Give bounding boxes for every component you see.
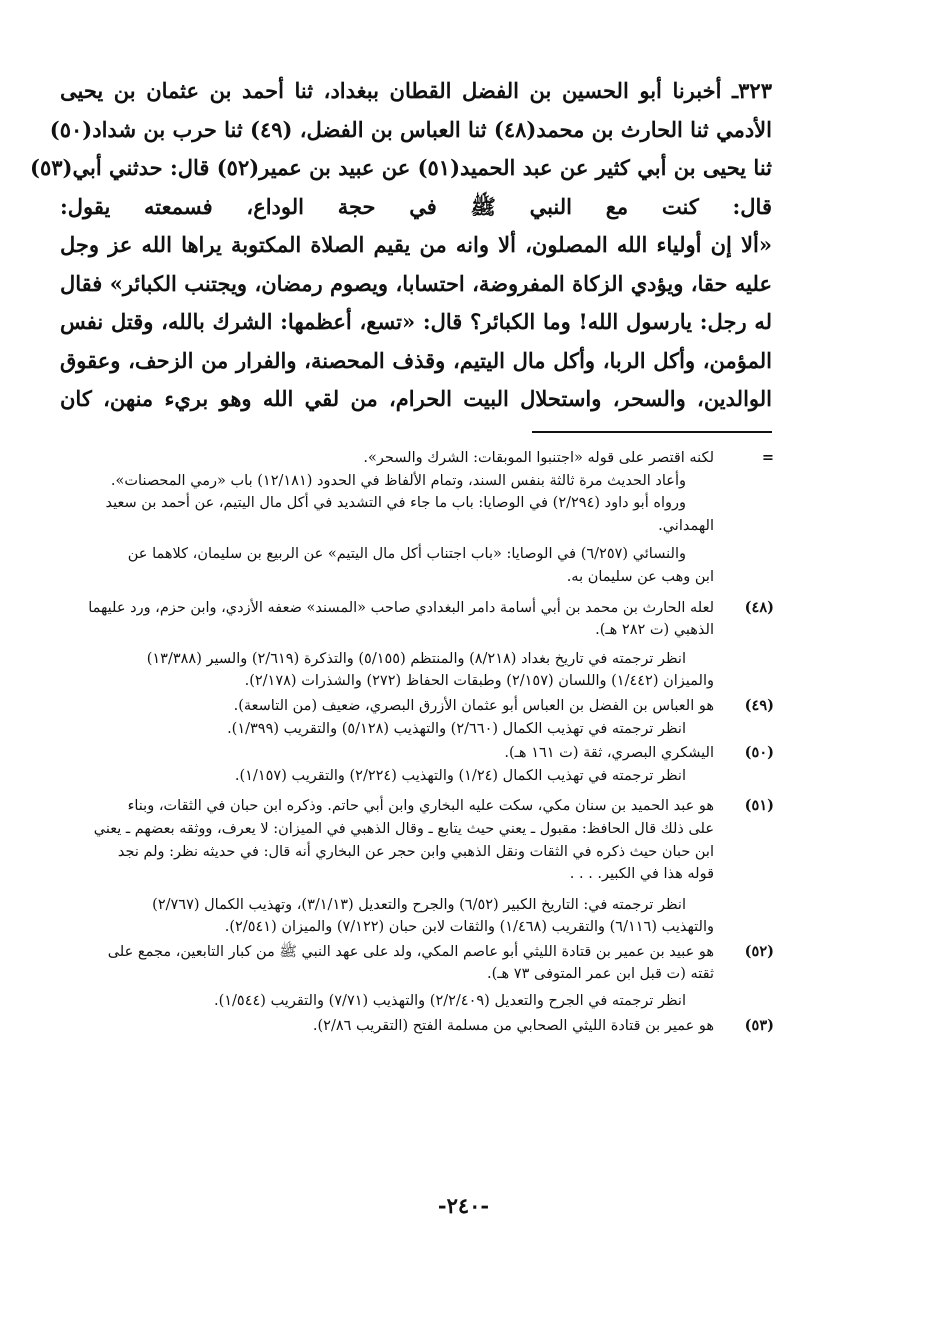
footnote-line: والتهذيب (٦/١١٦) والتقريب (١/٤٦٨) والثقات لابن حبان (٧/١٢٢) والميزان (٢/٥٤١). <box>224 919 714 936</box>
footnote-line: قوله هذا في الكبير. . . . <box>569 866 714 883</box>
footnote-number: (٤٩) <box>744 696 774 714</box>
text-line: «ألا إن أولياء الله المصلون، ألا وانه من يقيم الصلاة المكتوبة يراها الله عز وجل <box>60 232 772 257</box>
footnote-50 <box>64 742 774 787</box>
text-line: عليه حقا، ويؤدي الزكاة المفروضة، احتسابا، ويصوم رمضان، ويجتنب الكبائر» فقال <box>60 270 772 296</box>
footnote-continued <box>64 447 774 589</box>
text-line: له رجل: يارسول الله! وما الكبائر؟ قال: «تسع، أعظمها: الشرك بالله، وقتل نفس <box>60 309 772 334</box>
footnote-line: والنسائي (٦/٢٥٧) في الوصايا: «باب اجتناب أكل مال اليتيم» عن الربيع بن سليمان، كلاهما عن <box>127 546 686 563</box>
footnote-number: (٤٨) <box>744 598 774 616</box>
footnote-51 <box>64 795 774 939</box>
text-line: الوالدين، والسحر، واستحلال البيت الحرام، من لقي الله وهو بريء منهن، كان <box>60 386 772 411</box>
footnote-line: الذهبي (ت ٢٨٢ هـ). <box>595 622 714 639</box>
footnote-number: (٥٢) <box>744 942 774 960</box>
footnotes <box>64 447 774 1037</box>
footnote-line: هو عبد الحميد بن سنان مكي، سكت عليه البخاري وابن أبي حاتم. وذكره ابن حبان في الثقات، وبناء <box>127 798 714 815</box>
footnote-line: الهمداني. <box>658 517 714 534</box>
footnote-number: = <box>761 449 774 466</box>
footnote-49 <box>64 695 774 740</box>
footnote-line: اليشكري البصري، ثقة (ت ١٦١ هـ). <box>504 745 714 762</box>
footnote-number: (٥٠) <box>744 744 774 762</box>
footnote-line: هو العباس بن الفضل بن العباس أبو عثمان الأزرق البصري، ضعيف (من التاسعة). <box>233 697 714 714</box>
footnote-number: (٥١) <box>744 797 774 815</box>
footnote-line: ورواه أبو داود (٢/٢٩٤) في الوصايا: باب ما جاء في التشديد في أكل مال اليتيم، عن أحمد بن سعيد <box>105 495 686 512</box>
footnote-line: انظر ترجمته في: التاريخ الكبير (٦/٥٢) والجرح والتعديل (٣/١/١٣)، وتهذيب الكمال (٢/٧٦٧) <box>152 896 686 913</box>
footnote-line: ثقته (ت قبل ابن عمر المتوفى ٧٣ هـ). <box>487 966 714 983</box>
footnote-line: ابن وهب عن سليمان به. <box>566 568 714 585</box>
footnote-53 <box>64 1015 774 1038</box>
page-number: -٢٤٠- <box>437 1193 490 1218</box>
footnote-separator <box>532 431 772 433</box>
footnote-line: على ذلك قال الحافظ: مقبول ـ يعني حيث يتابع ـ وقال الذهبي في الميزان: لا يعرف، ووثقه بعضهم ـ يعني <box>93 820 714 837</box>
text-line: ثنا يحيى بن أبي كثير عن عبد الحميد(٥١) عن عبيد بن عمير(٥٢) قال: حدثني أبي(٥٣) <box>30 155 772 180</box>
hadith-text <box>30 72 772 419</box>
footnote-line: هو عمير بن قتادة الليثي الصحابي من مسلمة الفتح (التقريب ٢/٨٦). <box>312 1017 714 1034</box>
footnote-line: وأعاد الحديث مرة ثالثة بنفس السند، وتمام الألفاظ في الحدود (١٢/١٨١) باب «رمي المحصنات». <box>110 472 686 489</box>
footnote-line: لعله الحارث بن محمد بن أبي أسامة دامر البغدادي صاحب «المسند» ضعفه الأزدي، وابن حزم، ورد عليهما <box>88 599 714 616</box>
footnote-line: انظر ترجمته في تهذيب الكمال (١/٢٤) والتهذيب (٢/٢٢٤) والتقريب (١/١٥٧). <box>234 767 686 784</box>
text-line: ٣٢٣ـ أخبرنا أبو الحسين بن الفضل القطان ببغداد، ثنا أحمد بن عثمان بن يحيى <box>60 78 772 103</box>
text-line: المؤمن، وأكل الربا، وأكل مال اليتيم، وقذف المحصنة، والفرار من الزحف، وعقوق <box>60 347 772 373</box>
footnote-number: (٥٣) <box>744 1016 774 1034</box>
footnote-52 <box>64 941 774 1013</box>
footnote-line: انظر ترجمته في تهذيب الكمال (٢/٦٦٠) والتهذيب (٥/١٢٨) والتقريب (١/٣٩٩). <box>227 720 686 737</box>
footnote-line: هو عبيد بن عمير بن قتادة الليثي أبو عاصم المكي، ولد على عهد النبي ﷺ من كبار التابعين، مجمع على <box>107 943 714 960</box>
footnote-line: انظر ترجمته في تاريخ بغداد (٨/٢١٨) والمنتظم (٥/١٥٥) والتذكرة (٢/٦١٩) والسير (١٣/٣٨٨) <box>146 650 686 667</box>
footnote-line: انظر ترجمته في الجرح والتعديل (٢/٢/٤٠٩) والتهذيب (٧/٧١) والتقريب (١/٥٤٤). <box>213 993 686 1010</box>
footnote-48 <box>64 597 774 693</box>
footnote-line: والميزان (١/٤٤٢) واللسان (٢/١٥٧) وطبقات الحفاظ (٢٧٢) والشذرات (٢/١٧٨). <box>244 673 714 690</box>
footnote-line: ابن حبان حيث ذكره في الثقات ونقل الذهبي وابن حجر عن البخاري أنه قال: في حديثه نظر: ولم نجد <box>117 843 714 860</box>
footnote-line: لكنه اقتصر على قوله «اجتنبوا الموبقات: الشرك والسحر». <box>363 450 714 466</box>
text-line: قال: كنت مع النبي ﷺ في حجة الوداع، فسمعته يقول: <box>60 193 772 219</box>
text-line: الأدمي ثنا الحارث بن محمد(٤٨) ثنا العباس بن الفضل، (٤٩) ثنا حرب بن شداد(٥٠) <box>49 116 772 142</box>
